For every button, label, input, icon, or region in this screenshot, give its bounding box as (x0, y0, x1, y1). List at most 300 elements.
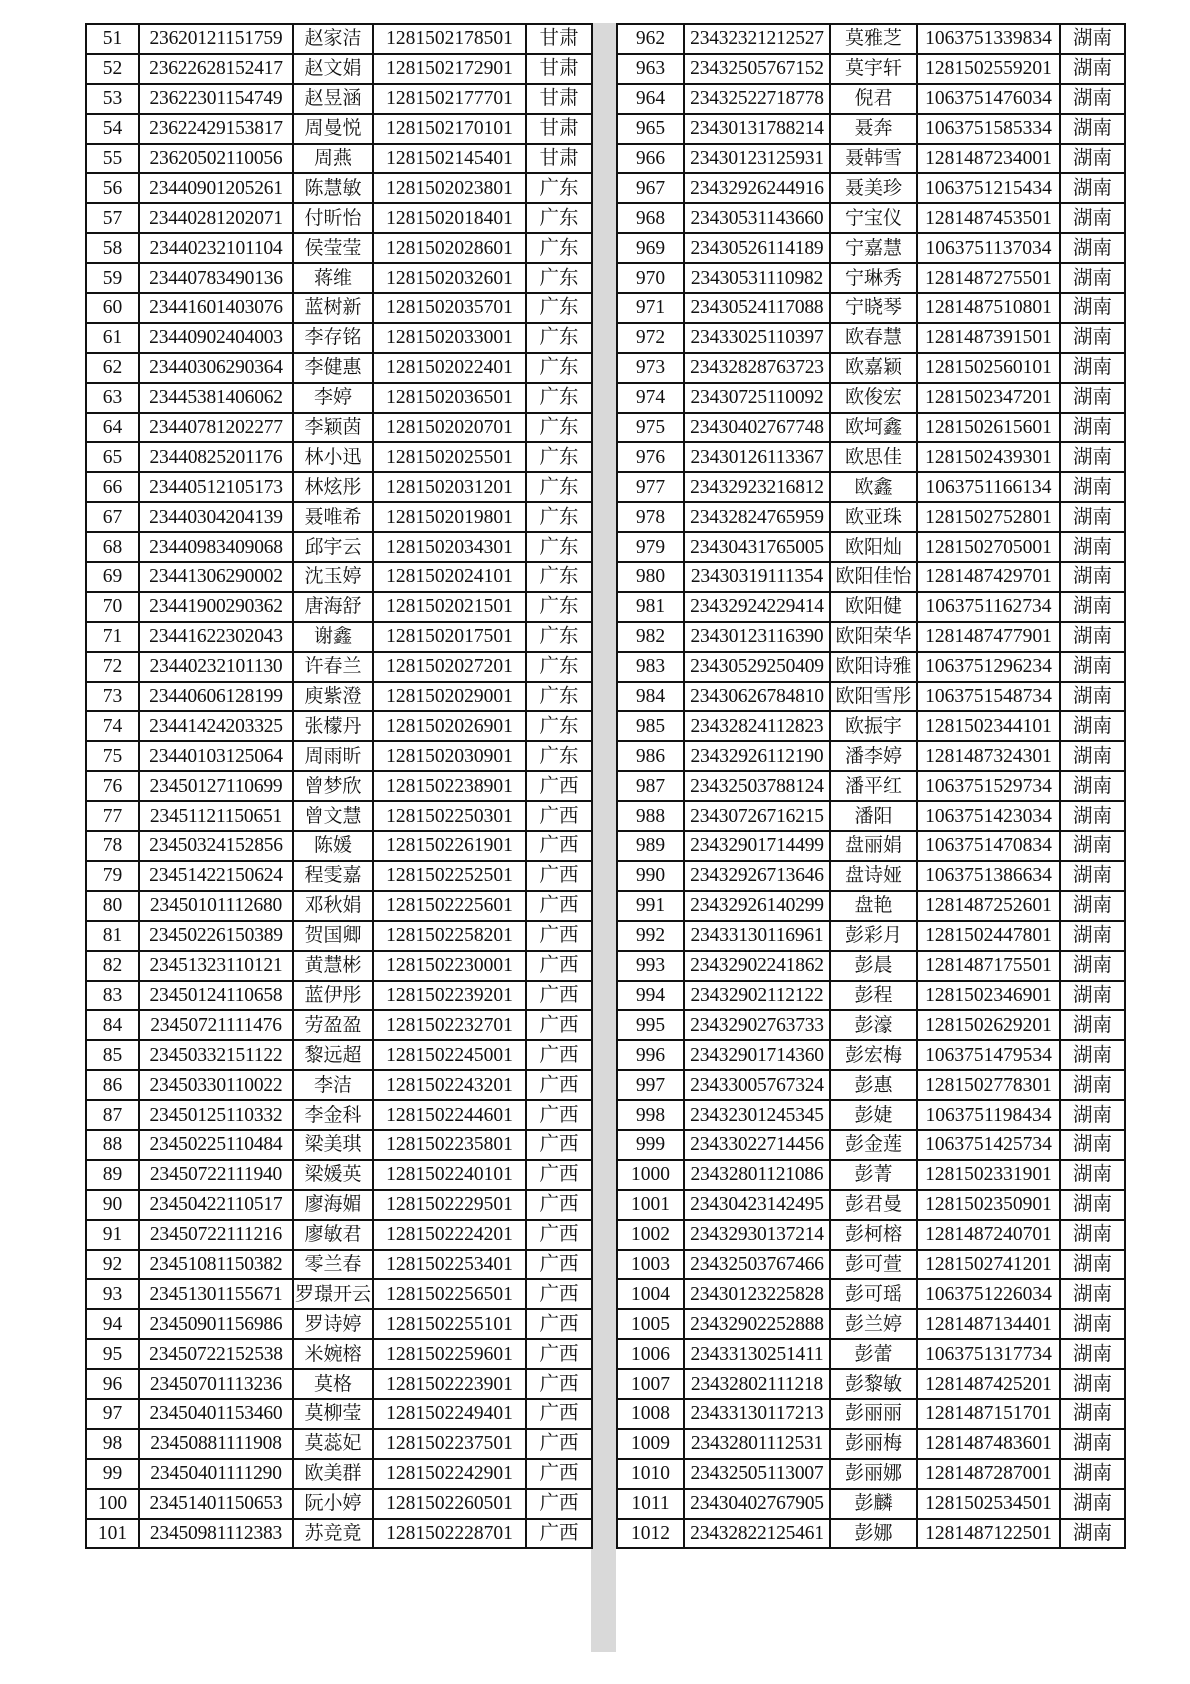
exam-id-cell: 23432801121086 (684, 1160, 830, 1190)
name-cell: 欧阳诗雅 (830, 652, 917, 682)
seq-cell: 93 (86, 1279, 139, 1309)
seq-cell: 1000 (617, 1160, 684, 1190)
province-cell: 湖南 (1060, 84, 1125, 114)
seq-cell: 65 (86, 442, 139, 472)
province-cell: 广西 (526, 801, 592, 831)
admission-code-cell: 1281487240701 (917, 1220, 1060, 1250)
province-cell: 广东 (526, 592, 592, 622)
table-row (86, 622, 592, 652)
name-cell: 聂唯希 (293, 502, 373, 532)
name-cell: 潘李婷 (830, 741, 917, 771)
province-cell: 湖南 (1060, 622, 1125, 652)
admission-code-cell: 1281502705001 (917, 532, 1060, 562)
exam-id-cell: 23440232101104 (139, 233, 293, 263)
exam-id-cell: 23450722152538 (139, 1339, 293, 1369)
province-cell: 湖南 (1060, 323, 1125, 353)
table-row (86, 562, 592, 592)
seq-cell: 985 (617, 711, 684, 741)
province-cell: 湖南 (1060, 1220, 1125, 1250)
admission-code-cell: 1063751479534 (917, 1040, 1060, 1070)
name-cell: 曾梦欣 (293, 771, 373, 801)
name-cell: 宁琳秀 (830, 263, 917, 293)
exam-id-cell: 23432901714360 (684, 1040, 830, 1070)
exam-id-cell: 23450330110022 (139, 1070, 293, 1100)
name-cell: 蓝树新 (293, 293, 373, 323)
seq-cell: 988 (617, 801, 684, 831)
exam-id-cell: 23430123225828 (684, 1279, 830, 1309)
exam-id-cell: 23430131788214 (684, 114, 830, 144)
table-row (617, 1519, 1125, 1549)
exam-id-cell: 23450324152856 (139, 831, 293, 861)
table-row (617, 562, 1125, 592)
admission-code-cell: 1281502239201 (373, 981, 526, 1011)
table-row (617, 981, 1125, 1011)
province-cell: 湖南 (1060, 293, 1125, 323)
table-row (86, 861, 592, 891)
seq-cell: 965 (617, 114, 684, 144)
name-cell: 廖敏君 (293, 1220, 373, 1250)
exam-id-cell: 23432926713646 (684, 861, 830, 891)
seq-cell: 52 (86, 54, 139, 84)
name-cell: 欧阳灿 (830, 532, 917, 562)
seq-cell: 981 (617, 592, 684, 622)
table-row (617, 233, 1125, 263)
name-cell: 彭金莲 (830, 1130, 917, 1160)
seq-cell: 72 (86, 652, 139, 682)
name-cell: 欧阳佳怡 (830, 562, 917, 592)
admission-code-cell: 1281502615601 (917, 413, 1060, 443)
name-cell: 盘诗娅 (830, 861, 917, 891)
exam-id-cell: 23430725110092 (684, 383, 830, 413)
table-row (617, 54, 1125, 84)
name-cell: 欧阳雪彤 (830, 682, 917, 712)
seq-cell: 101 (86, 1519, 139, 1549)
seq-cell: 84 (86, 1010, 139, 1040)
exam-id-cell: 23450127110699 (139, 771, 293, 801)
admission-code-cell: 1281502331901 (917, 1160, 1060, 1190)
seq-cell: 995 (617, 1010, 684, 1040)
seq-cell: 975 (617, 413, 684, 443)
seq-cell: 90 (86, 1190, 139, 1220)
table-row (617, 383, 1125, 413)
exam-id-cell: 23451301155671 (139, 1279, 293, 1309)
admission-code-cell: 1281502177701 (373, 84, 526, 114)
name-cell: 彭丽丽 (830, 1399, 917, 1429)
name-cell: 零兰春 (293, 1250, 373, 1280)
admission-code-cell: 1281487429701 (917, 562, 1060, 592)
table-row (86, 472, 592, 502)
admission-code-cell: 1281502026901 (373, 711, 526, 741)
exam-id-cell: 23450981112383 (139, 1519, 293, 1549)
seq-cell: 76 (86, 771, 139, 801)
seq-cell: 999 (617, 1130, 684, 1160)
seq-cell: 68 (86, 532, 139, 562)
table-row (617, 771, 1125, 801)
province-cell: 广东 (526, 413, 592, 443)
province-cell: 广西 (526, 1160, 592, 1190)
name-cell: 李金科 (293, 1100, 373, 1130)
admission-code-cell: 1281502439301 (917, 442, 1060, 472)
exam-id-cell: 23450722111216 (139, 1220, 293, 1250)
exam-id-cell: 23433130251411 (684, 1339, 830, 1369)
table-row (86, 442, 592, 472)
seq-cell: 91 (86, 1220, 139, 1250)
table-row (617, 173, 1125, 203)
name-cell: 欧鑫 (830, 472, 917, 502)
exam-id-cell: 23450881111908 (139, 1429, 293, 1459)
province-cell: 湖南 (1060, 1369, 1125, 1399)
exam-id-cell: 23450701113236 (139, 1369, 293, 1399)
seq-cell: 964 (617, 84, 684, 114)
exam-id-cell: 23620502110056 (139, 144, 293, 174)
seq-cell: 969 (617, 233, 684, 263)
name-cell: 欧思佳 (830, 442, 917, 472)
name-cell: 彭晨 (830, 951, 917, 981)
table-row (86, 921, 592, 951)
province-cell: 湖南 (1060, 771, 1125, 801)
seq-cell: 82 (86, 951, 139, 981)
province-cell: 广东 (526, 323, 592, 353)
admission-code-cell: 1281502255101 (373, 1309, 526, 1339)
admission-code-cell: 1281502447801 (917, 921, 1060, 951)
seq-cell: 95 (86, 1339, 139, 1369)
table-row (86, 203, 592, 233)
name-cell: 廖海媚 (293, 1190, 373, 1220)
table-row (617, 801, 1125, 831)
admission-code-cell: 1063751585334 (917, 114, 1060, 144)
admission-code-cell: 1063751215434 (917, 173, 1060, 203)
seq-cell: 70 (86, 592, 139, 622)
seq-cell: 99 (86, 1459, 139, 1489)
seq-cell: 997 (617, 1070, 684, 1100)
table-row (617, 1339, 1125, 1369)
table-row (617, 502, 1125, 532)
exam-id-cell: 23430123116390 (684, 622, 830, 652)
province-cell: 广西 (526, 921, 592, 951)
exam-id-cell: 23432503767466 (684, 1250, 830, 1280)
seq-cell: 992 (617, 921, 684, 951)
province-cell: 湖南 (1060, 1130, 1125, 1160)
seq-cell: 1011 (617, 1489, 684, 1519)
exam-id-cell: 23432824112823 (684, 711, 830, 741)
table-row (617, 1309, 1125, 1339)
exam-id-cell: 23430123125931 (684, 144, 830, 174)
admission-code-cell: 1281502172901 (373, 54, 526, 84)
seq-cell: 982 (617, 622, 684, 652)
admission-code-cell: 1281502778301 (917, 1070, 1060, 1100)
admission-code-cell: 1281502024101 (373, 562, 526, 592)
province-cell: 湖南 (1060, 114, 1125, 144)
province-cell: 广西 (526, 831, 592, 861)
seq-cell: 89 (86, 1160, 139, 1190)
exam-id-cell: 23430319111354 (684, 562, 830, 592)
admission-code-cell: 1281502029001 (373, 682, 526, 712)
admission-code-cell: 1281502253401 (373, 1250, 526, 1280)
table-row (86, 652, 592, 682)
table-row (86, 1010, 592, 1040)
table-row (86, 1369, 592, 1399)
name-cell: 梁美琪 (293, 1130, 373, 1160)
name-cell: 罗璟开云 (293, 1279, 373, 1309)
exam-id-cell: 23430431765005 (684, 532, 830, 562)
exam-id-cell: 23432902763733 (684, 1010, 830, 1040)
admission-code-cell: 1281487151701 (917, 1399, 1060, 1429)
exam-id-cell: 23441601403076 (139, 293, 293, 323)
exam-id-cell: 23450101112680 (139, 891, 293, 921)
name-cell: 莫雅芝 (830, 24, 917, 54)
seq-cell: 60 (86, 293, 139, 323)
name-cell: 张檬丹 (293, 711, 373, 741)
table-row (617, 144, 1125, 174)
seq-cell: 69 (86, 562, 139, 592)
exam-id-cell: 23440304204139 (139, 502, 293, 532)
province-cell: 湖南 (1060, 1399, 1125, 1429)
name-cell: 彭柯榕 (830, 1220, 917, 1250)
table-row (617, 263, 1125, 293)
province-cell: 湖南 (1060, 741, 1125, 771)
seq-cell: 100 (86, 1489, 139, 1519)
admission-code-cell: 1281502028601 (373, 233, 526, 263)
table-row (86, 383, 592, 413)
table-row (86, 233, 592, 263)
exam-id-cell: 23432505767152 (684, 54, 830, 84)
province-cell: 广东 (526, 203, 592, 233)
exam-id-cell: 23432902241862 (684, 951, 830, 981)
name-cell: 彭菁 (830, 1160, 917, 1190)
exam-id-cell: 23450721111476 (139, 1010, 293, 1040)
table-row (617, 203, 1125, 233)
seq-cell: 978 (617, 502, 684, 532)
admission-code-cell: 1281502258201 (373, 921, 526, 951)
admission-code-cell: 1281502020701 (373, 413, 526, 443)
exam-id-cell: 23450401153460 (139, 1399, 293, 1429)
seq-cell: 87 (86, 1100, 139, 1130)
admission-code-cell: 1281502560101 (917, 353, 1060, 383)
exam-id-cell: 23432902112122 (684, 981, 830, 1011)
province-cell: 湖南 (1060, 1459, 1125, 1489)
exam-id-cell: 23432923216812 (684, 472, 830, 502)
name-cell: 彭黎敏 (830, 1369, 917, 1399)
seq-cell: 58 (86, 233, 139, 263)
seq-cell: 972 (617, 323, 684, 353)
seq-cell: 991 (617, 891, 684, 921)
admission-code-cell: 1281502240101 (373, 1160, 526, 1190)
exam-id-cell: 23440825201176 (139, 442, 293, 472)
admission-code-cell: 1063751470834 (917, 831, 1060, 861)
province-cell: 湖南 (1060, 1190, 1125, 1220)
province-cell: 湖南 (1060, 1279, 1125, 1309)
name-cell: 彭可瑶 (830, 1279, 917, 1309)
name-cell: 李婷 (293, 383, 373, 413)
name-cell: 黄慧彬 (293, 951, 373, 981)
seq-cell: 61 (86, 323, 139, 353)
exam-id-cell: 23451401150653 (139, 1489, 293, 1519)
admission-code-cell: 1281502232701 (373, 1010, 526, 1040)
province-cell: 广西 (526, 1070, 592, 1100)
exam-id-cell: 23620121151759 (139, 24, 293, 54)
name-cell: 聂韩雪 (830, 144, 917, 174)
table-row (617, 831, 1125, 861)
exam-id-cell: 23432822125461 (684, 1519, 830, 1549)
province-cell: 湖南 (1060, 173, 1125, 203)
seq-cell: 73 (86, 682, 139, 712)
admission-code-cell: 1281502021501 (373, 592, 526, 622)
seq-cell: 986 (617, 741, 684, 771)
admission-code-cell: 1063751226034 (917, 1279, 1060, 1309)
seq-cell: 1009 (617, 1429, 684, 1459)
province-cell: 湖南 (1060, 144, 1125, 174)
table-row (86, 771, 592, 801)
admission-code-cell: 1281502033001 (373, 323, 526, 353)
admission-code-cell: 1063751386634 (917, 861, 1060, 891)
seq-cell: 962 (617, 24, 684, 54)
province-cell: 湖南 (1060, 1429, 1125, 1459)
exam-id-cell: 23440781202277 (139, 413, 293, 443)
table-row (86, 1130, 592, 1160)
admission-code-cell: 1063751476034 (917, 84, 1060, 114)
seq-cell: 1008 (617, 1399, 684, 1429)
admission-code-cell: 1281502025501 (373, 442, 526, 472)
admission-code-cell: 1281502178501 (373, 24, 526, 54)
admission-code-cell: 1281502228701 (373, 1519, 526, 1549)
exam-id-cell: 23451422150624 (139, 861, 293, 891)
table-row (86, 84, 592, 114)
name-cell: 欧坷鑫 (830, 413, 917, 443)
name-cell: 赵文娟 (293, 54, 373, 84)
seq-cell: 51 (86, 24, 139, 54)
table-row (617, 24, 1125, 54)
name-cell: 李存铭 (293, 323, 373, 353)
province-cell: 广东 (526, 233, 592, 263)
seq-cell: 993 (617, 951, 684, 981)
admission-code-cell: 1281502243201 (373, 1070, 526, 1100)
exam-id-cell: 23440606128199 (139, 682, 293, 712)
exam-id-cell: 23430531143660 (684, 203, 830, 233)
exam-id-cell: 23441622302043 (139, 622, 293, 652)
seq-cell: 971 (617, 293, 684, 323)
province-cell: 广西 (526, 1429, 592, 1459)
seq-cell: 97 (86, 1399, 139, 1429)
table-row (617, 353, 1125, 383)
seq-cell: 1006 (617, 1339, 684, 1369)
name-cell: 欧亚珠 (830, 502, 917, 532)
exam-id-cell: 23432924229414 (684, 592, 830, 622)
seq-cell: 98 (86, 1429, 139, 1459)
province-cell: 湖南 (1060, 353, 1125, 383)
province-cell: 广西 (526, 1250, 592, 1280)
province-cell: 湖南 (1060, 532, 1125, 562)
name-cell: 盘丽娟 (830, 831, 917, 861)
table-row (617, 682, 1125, 712)
province-cell: 湖南 (1060, 1489, 1125, 1519)
table-row (86, 1040, 592, 1070)
table-row (617, 1429, 1125, 1459)
seq-cell: 71 (86, 622, 139, 652)
seq-cell: 998 (617, 1100, 684, 1130)
table-row (86, 1160, 592, 1190)
seq-cell: 81 (86, 921, 139, 951)
table-row (86, 1070, 592, 1100)
exam-id-cell: 23451081150382 (139, 1250, 293, 1280)
seq-cell: 83 (86, 981, 139, 1011)
name-cell: 梁媛英 (293, 1160, 373, 1190)
name-cell: 唐海舒 (293, 592, 373, 622)
exam-id-cell: 23432902252888 (684, 1309, 830, 1339)
seq-cell: 75 (86, 741, 139, 771)
seq-cell: 94 (86, 1309, 139, 1339)
province-cell: 湖南 (1060, 831, 1125, 861)
exam-id-cell: 23432828763723 (684, 353, 830, 383)
column-gap-divider (591, 23, 616, 1652)
name-cell: 彭娜 (830, 1519, 917, 1549)
table-row (617, 891, 1125, 921)
exam-id-cell: 23433130116961 (684, 921, 830, 951)
exam-id-cell: 23430529250409 (684, 652, 830, 682)
name-cell: 李颖茵 (293, 413, 373, 443)
admission-code-cell: 1063751137034 (917, 233, 1060, 263)
name-cell: 贺国卿 (293, 921, 373, 951)
seq-cell: 77 (86, 801, 139, 831)
table-row (86, 173, 592, 203)
seq-cell: 994 (617, 981, 684, 1011)
exam-id-cell: 23450422110517 (139, 1190, 293, 1220)
admission-code-cell: 1281502022401 (373, 353, 526, 383)
province-cell: 广西 (526, 1459, 592, 1489)
province-cell: 湖南 (1060, 682, 1125, 712)
province-cell: 甘肃 (526, 114, 592, 144)
province-cell: 广西 (526, 1369, 592, 1399)
name-cell: 陈媛 (293, 831, 373, 861)
admission-code-cell: 1281502261901 (373, 831, 526, 861)
name-cell: 庾紫澄 (293, 682, 373, 712)
name-cell: 周燕 (293, 144, 373, 174)
exam-id-cell: 23450125110332 (139, 1100, 293, 1130)
province-cell: 湖南 (1060, 592, 1125, 622)
name-cell: 陈慧敏 (293, 173, 373, 203)
name-cell: 彭濠 (830, 1010, 917, 1040)
seq-cell: 1003 (617, 1250, 684, 1280)
exam-id-cell: 23430626784810 (684, 682, 830, 712)
name-cell: 罗诗婷 (293, 1309, 373, 1339)
admission-code-cell: 1281502350901 (917, 1190, 1060, 1220)
province-cell: 广西 (526, 861, 592, 891)
admission-code-cell: 1063751317734 (917, 1339, 1060, 1369)
seq-cell: 979 (617, 532, 684, 562)
exam-id-cell: 23430526114189 (684, 233, 830, 263)
admission-code-cell: 1281502019801 (373, 502, 526, 532)
table-row (617, 622, 1125, 652)
admission-code-cell: 1063751529734 (917, 771, 1060, 801)
province-cell: 广东 (526, 173, 592, 203)
admission-code-cell: 1281502035701 (373, 293, 526, 323)
name-cell: 彭麟 (830, 1489, 917, 1519)
seq-cell: 88 (86, 1130, 139, 1160)
province-cell: 广西 (526, 1190, 592, 1220)
table-row (86, 1250, 592, 1280)
province-cell: 甘肃 (526, 84, 592, 114)
table-row (617, 1489, 1125, 1519)
admission-code-cell: 1281502259601 (373, 1339, 526, 1369)
name-cell: 彭可萱 (830, 1250, 917, 1280)
seq-cell: 62 (86, 353, 139, 383)
table-row (617, 413, 1125, 443)
seq-cell: 96 (86, 1369, 139, 1399)
exam-id-cell: 23441306290002 (139, 562, 293, 592)
table-row (86, 1279, 592, 1309)
exam-id-cell: 23440232101130 (139, 652, 293, 682)
exam-id-cell: 23450722111940 (139, 1160, 293, 1190)
province-cell: 广东 (526, 622, 592, 652)
